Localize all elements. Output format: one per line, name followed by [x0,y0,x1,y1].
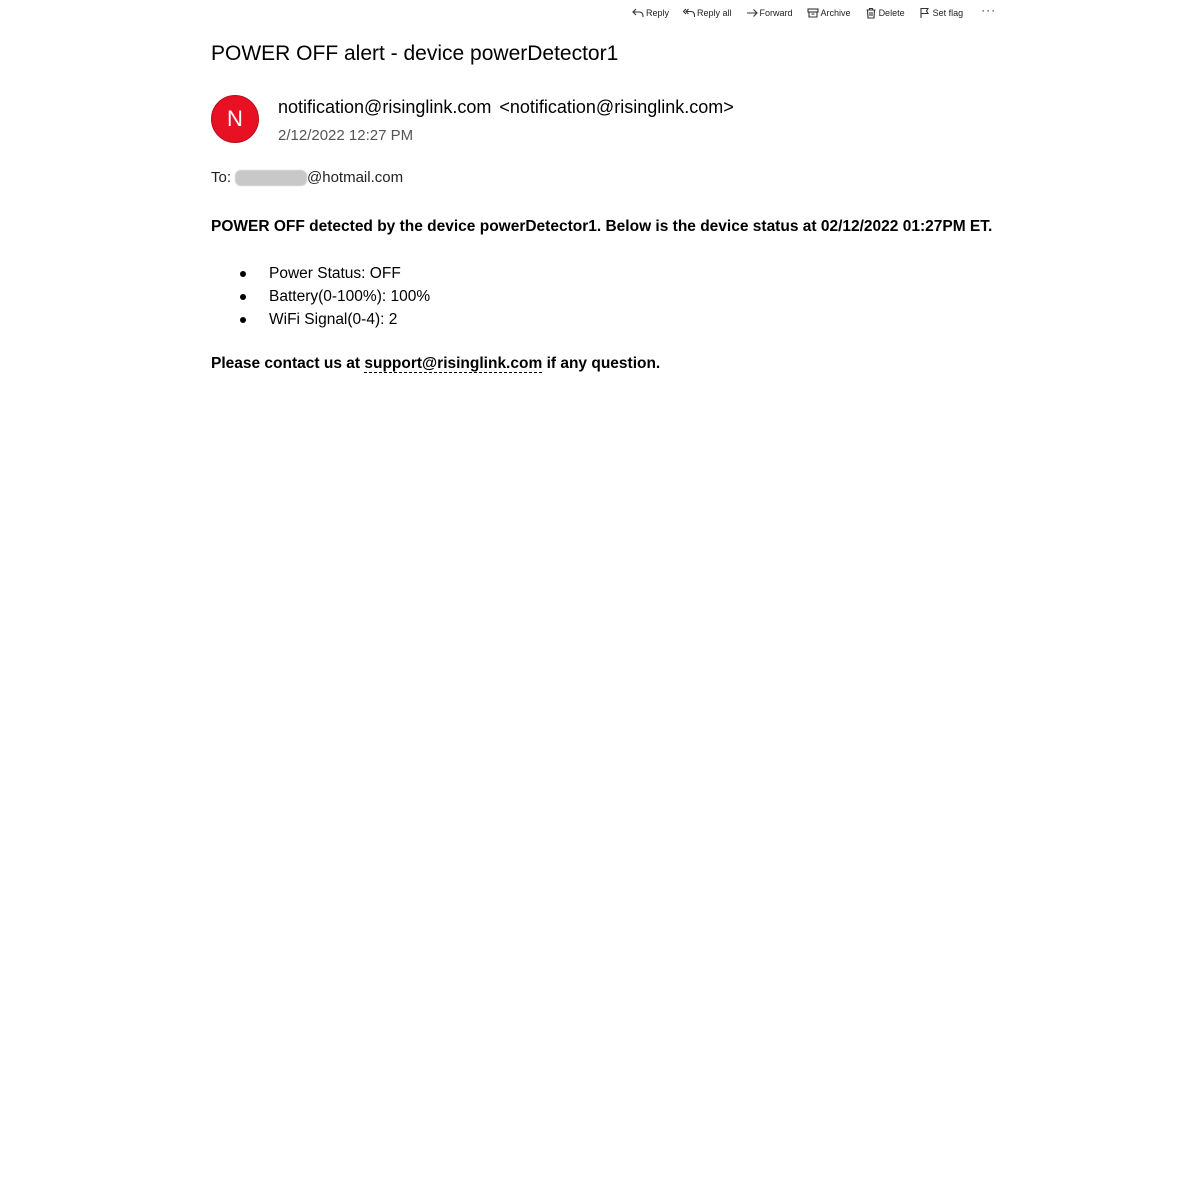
sender-address: <notification@risinglink.com> [499,97,734,117]
contact-line [211,355,660,373]
list-item [211,308,430,331]
bullet-icon [240,271,246,277]
avatar-initial: N [227,106,243,131]
reply-all-icon [683,7,695,19]
more-icon[interactable]: ··· [981,3,997,17]
forward-label: Forward [759,8,793,18]
bullet-icon [240,317,246,323]
reply-all-button[interactable] [683,7,732,19]
device-status-list [211,262,430,331]
reply-label: Reply [646,8,670,18]
reply-all-label: Reply all [697,8,732,18]
list-item [211,285,430,308]
bullet-icon [240,294,246,300]
message-toolbar [632,4,996,22]
archive-icon [807,7,819,19]
contact-prefix: Please contact us at [211,355,361,372]
avatar[interactable] [211,95,259,143]
reply-button[interactable] [632,7,669,19]
forward-icon [746,7,758,19]
list-item [211,262,430,285]
email-date: 2/12/2022 12:27 PM [278,127,414,144]
contact-suffix: if any question. [546,355,661,372]
reply-icon [632,7,644,19]
wifi-signal-status: WiFi Signal(0-4): 2 [269,311,398,328]
power-status: Power Status: OFF [269,265,401,282]
archive-label: Archive [820,8,851,18]
to-label: To: [211,169,232,186]
forward-button[interactable] [746,7,793,19]
sender-name: notification@risinglink.com [278,97,492,117]
archive-button[interactable] [807,7,851,19]
sender-line[interactable] [278,97,734,118]
set-flag-label: Set flag [932,8,964,18]
support-email-link[interactable]: support@risinglink.com [364,355,543,372]
redacted-recipient [235,170,307,186]
delete-button[interactable] [865,7,905,19]
email-subject: POWER OFF alert - device powerDetector1 [211,42,619,65]
battery-status: Battery(0-100%): 100% [269,288,431,305]
trash-icon [865,7,877,19]
recipient-domain[interactable]: @hotmail.com [307,169,404,186]
flag-icon [919,7,931,19]
recipient-line [211,169,403,186]
alert-intro: POWER OFF detected by the device powerDetector1. Below is the device status at 02/12/2022 01:27PM ET. [211,218,993,235]
delete-label: Delete [878,8,905,18]
set-flag-button[interactable] [919,7,964,19]
